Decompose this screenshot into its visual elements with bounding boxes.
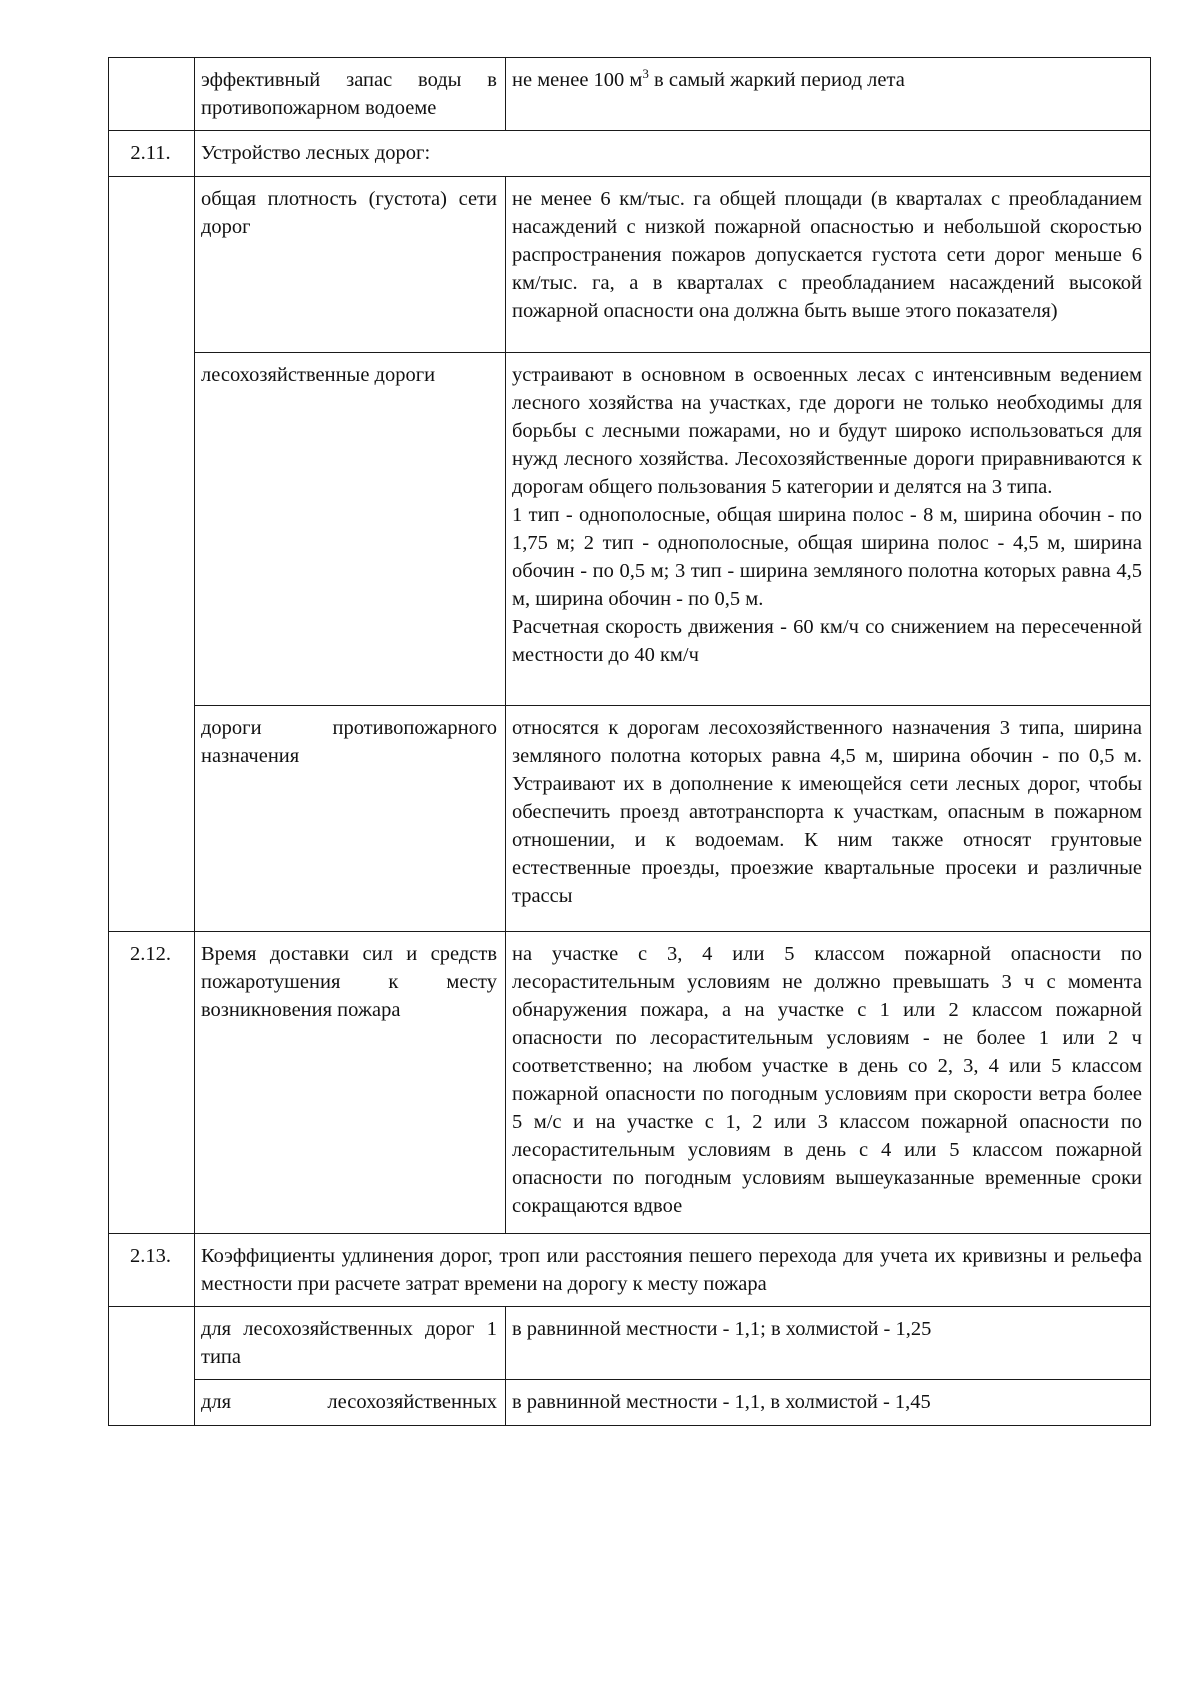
value-cell: не менее 6 км/тыс. га общей площади (в кварталах с преобладанием насаждений с низкой пожарной опасностью и небольшой скоростью распространения пожаров допускается густота сети дорог меньше 6 км/тыс. га, а в кварталах с преобладанием насаждений высокой пожарной опасности она должна быть выше этого показателя) — [506, 177, 1151, 353]
value-cell: в равнинной местности - 1,1; в холмистой - 1,25 — [506, 1307, 1151, 1380]
value-paragraph: Расчетная скорость движения - 60 км/ч со снижением на пересеченной местности до 40 км/ч — [512, 616, 1142, 666]
value-cell — [506, 353, 1151, 706]
section-title: Коэффициенты удлинения дорог, троп или расстояния пешего перехода для учета их кривизны и рельефа местности при расчете затрат времени на дорогу к месту пожара — [195, 1234, 1151, 1307]
table-row — [109, 1380, 1151, 1426]
table-row — [109, 58, 1151, 131]
requirements-table — [108, 57, 1151, 1426]
row-number-cell — [109, 1380, 195, 1426]
value-cell: на участке с 3, 4 или 5 классом пожарной опасности по лесорастительным условиям не должно превышать 3 ч с момента обнаружения пожара, а на участке с 1 или 2 классом пожарной опасности по лесорастительным условиям - не более 1 или 2 ч соответственно; на любом участке в день со 2, 3, 4 или 5 классом пожарной опасности по погодным условиям при скорости ветра более 5 м/с и на участке с 1, 2 или 3 классом пожарной опасности по лесорастительным условиям в день с 4 или 5 классом пожарной опасности по погодным условиям вышеуказанные временные сроки сокращаются вдвое — [506, 932, 1151, 1234]
value-paragraph: устраивают в основном в освоенных лесах с интенсивным ведением лесного хозяйства на участках, где дороги не только необходимы для борьбы с лесными пожарами, но и будут широко использоваться для нужд лесного хозяйства. Лесохозяйственные дороги приравниваются к дорогам общего пользования 5 категории и делятся на 3 типа. — [512, 364, 1142, 498]
table-row — [109, 706, 1151, 932]
row-number-cell — [109, 58, 195, 131]
section-header-row — [109, 131, 1151, 177]
value-cell — [506, 58, 1151, 131]
parameter-cell: дороги противопожарного назначения — [195, 706, 506, 932]
section-number: 2.11. — [109, 131, 195, 177]
parameter-cell: эффективный запас воды в противопожарном водоеме — [195, 58, 506, 131]
superscript: 3 — [642, 66, 649, 82]
parameter-cell: Время доставки сил и средств пожаротушения к месту возникновения пожара — [195, 932, 506, 1234]
parameter-cell: для лесохозяйственных — [195, 1380, 506, 1426]
parameter-cell: лесохозяйственные дороги — [195, 353, 506, 706]
row-number-cell — [109, 706, 195, 932]
value-paragraph: 1 тип - однополосные, общая ширина полос - 8 м, ширина обочин - по 1,75 м; 2 тип - однополосные, общая ширина полос - 4,5 м, ширина обочин - по 0,5 м; 3 тип - ширина земляного полотна которых равна 4,5 м, ширина обочин - по 0,5 м. — [512, 504, 1142, 610]
section-header-row — [109, 1234, 1151, 1307]
section-number: 2.12. — [109, 932, 195, 1234]
value-text: в самый жаркий период лета — [648, 69, 905, 91]
row-number-cell — [109, 177, 195, 353]
table-row — [109, 177, 1151, 353]
parameter-cell: общая плотность (густота) сети дорог — [195, 177, 506, 353]
value-cell: в равнинной местности - 1,1, в холмистой - 1,45 — [506, 1380, 1151, 1426]
value-cell: относятся к дорогам лесохозяйственного назначения 3 типа, ширина земляного полотна которых равна 4,5 м, ширина обочин - по 0,5 м. Устраивают их в дополнение к имеющейся сети лесных дорог, чтобы обеспечить проезд автотранспорта к участкам, опасным в пожарном отношении, и к водоемам. К ним также относят грунтовые естественные проезды, проезжие квартальные просеки и различные трассы — [506, 706, 1151, 932]
table-row — [109, 1307, 1151, 1380]
table-row — [109, 932, 1151, 1234]
section-number: 2.13. — [109, 1234, 195, 1307]
table-row — [109, 353, 1151, 706]
value-text: не менее 100 м — [512, 69, 643, 91]
row-number-cell — [109, 1307, 195, 1380]
section-title: Устройство лесных дорог: — [195, 131, 1151, 177]
row-number-cell — [109, 353, 195, 706]
parameter-cell: для лесохозяйственных дорог 1 типа — [195, 1307, 506, 1380]
